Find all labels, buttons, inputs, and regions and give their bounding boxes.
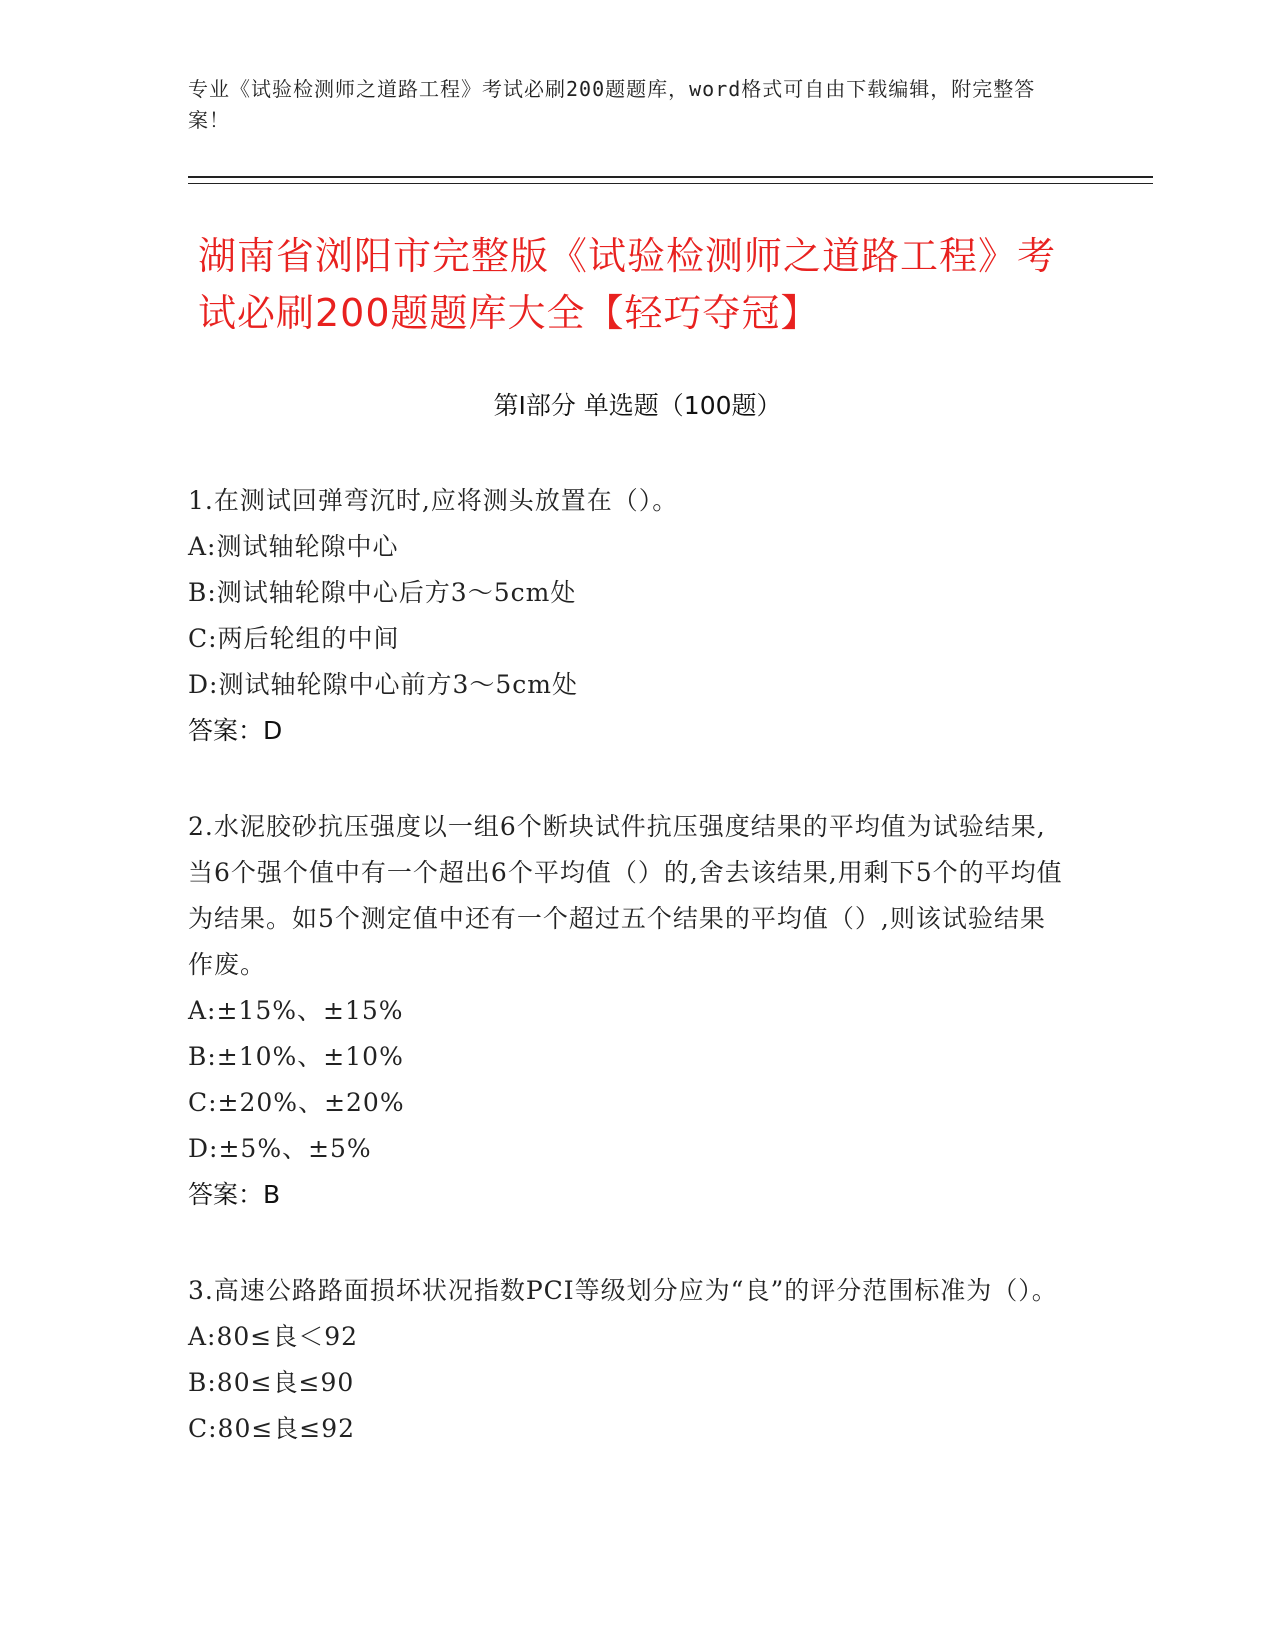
header-note: 专业《试验检测师之道路工程》考试必刷200题题库，word格式可自由下载编辑，附完整答案！ — [188, 77, 1036, 132]
option-a: A:测试轴轮隙中心 — [188, 532, 399, 561]
option-a: A:±15%、±15% — [188, 996, 404, 1025]
header-divider-thin — [188, 183, 1153, 184]
option-c: C:两后轮组的中间 — [188, 624, 400, 653]
option-d: D:±5%、±5% — [188, 1134, 372, 1163]
question-stem: 1.在测试回弹弯沉时,应将测头放置在（）。 — [188, 486, 679, 515]
answer: 答案：B — [188, 1180, 281, 1209]
answer: 答案：D — [188, 716, 283, 745]
question-1 — [188, 478, 1068, 754]
option-b: B:测试轴轮隙中心后方3～5cm处 — [188, 578, 577, 607]
option-a: A:80≤良＜92 — [188, 1322, 359, 1351]
option-d: D:测试轴轮隙中心前方3～5cm处 — [188, 670, 578, 699]
option-c: C:80≤良≤92 — [188, 1414, 356, 1443]
header-divider — [188, 176, 1153, 178]
option-c: C:±20%、±20% — [188, 1088, 405, 1117]
section-title: 第I部分 单选题（100题） — [493, 391, 782, 420]
question-3 — [188, 1268, 1068, 1452]
question-stem: 2.水泥胶砂抗压强度以一组6个断块试件抗压强度结果的平均值为试验结果,当6个强个值中有一个超出6个平均值（）的,舍去该结果,用剩下5个的平均值为结果。如5个测定值中还有一个超过五个结果的平均值（）,则该试验结果作废。 — [188, 812, 1063, 979]
question-list — [188, 478, 1068, 1502]
option-b: B:±10%、±10% — [188, 1042, 404, 1071]
question-2 — [188, 804, 1068, 1218]
option-b: B:80≤良≤90 — [188, 1368, 355, 1397]
question-stem: 3.高速公路路面损坏状况指数PCI等级划分应为“良”的评分范围标准为（）。 — [188, 1276, 1058, 1305]
document-title: 湖南省浏阳市完整版《试验检测师之道路工程》考试必刷200题题库大全【轻巧夺冠】 — [198, 234, 1057, 335]
